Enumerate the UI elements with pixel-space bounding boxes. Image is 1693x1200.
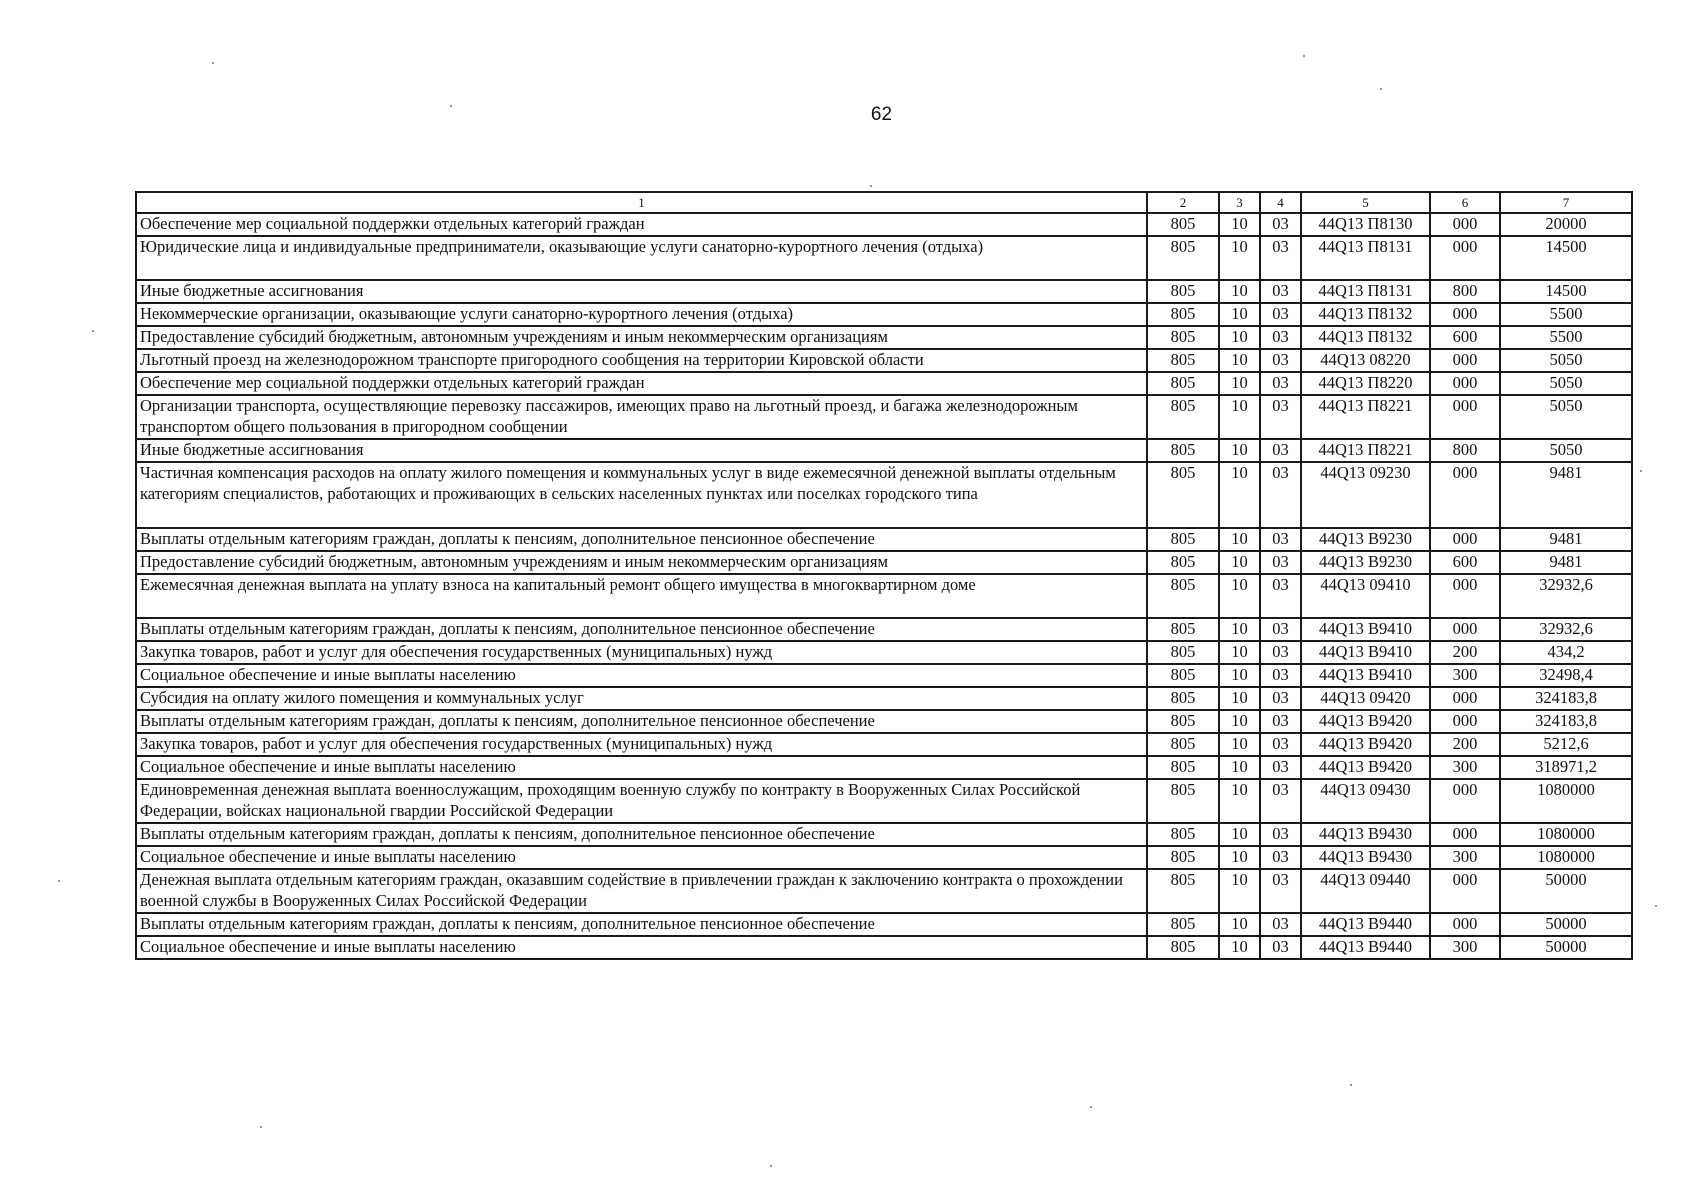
cell-col-6: 000 [1430, 303, 1500, 326]
cell-col-5: 44Q13 В9440 [1301, 913, 1430, 936]
table-row [136, 439, 1632, 462]
cell-col-3: 10 [1219, 528, 1260, 551]
cell-col-3: 10 [1219, 551, 1260, 574]
cell-col-2: 805 [1147, 439, 1219, 462]
cell-col-7: 1080000 [1500, 823, 1632, 846]
cell-col-3: 10 [1219, 303, 1260, 326]
cell-col-3: 10 [1219, 641, 1260, 664]
table-row [136, 395, 1632, 439]
cell-col-7: 9481 [1500, 551, 1632, 574]
cell-col-3: 10 [1219, 687, 1260, 710]
table-row [136, 528, 1632, 551]
column-header: 7 [1500, 192, 1632, 213]
cell-col-7: 1080000 [1500, 779, 1632, 823]
row-description: Иные бюджетные ассигнования [136, 280, 1147, 303]
table-row [136, 913, 1632, 936]
cell-col-3: 10 [1219, 349, 1260, 372]
cell-col-2: 805 [1147, 710, 1219, 733]
cell-col-5: 44Q13 09430 [1301, 779, 1430, 823]
column-header: 4 [1260, 192, 1301, 213]
cell-col-3: 10 [1219, 618, 1260, 641]
row-description: Закупка товаров, работ и услуг для обеспечения государственных (муниципальных) нужд [136, 641, 1147, 664]
cell-col-6: 200 [1430, 641, 1500, 664]
cell-col-6: 000 [1430, 869, 1500, 913]
row-description: Социальное обеспечение и иные выплаты населению [136, 846, 1147, 869]
cell-col-6: 000 [1430, 213, 1500, 236]
table-row [136, 236, 1632, 280]
cell-col-4: 03 [1260, 326, 1301, 349]
table-row [136, 574, 1632, 618]
cell-col-7: 5500 [1500, 303, 1632, 326]
table-header-row [136, 192, 1632, 213]
cell-col-5: 44Q13 В9410 [1301, 641, 1430, 664]
cell-col-3: 10 [1219, 869, 1260, 913]
cell-col-3: 10 [1219, 823, 1260, 846]
cell-col-6: 000 [1430, 779, 1500, 823]
cell-col-7: 14500 [1500, 280, 1632, 303]
cell-col-6: 000 [1430, 574, 1500, 618]
cell-col-5: 44Q13 09420 [1301, 687, 1430, 710]
cell-col-7: 324183,8 [1500, 710, 1632, 733]
cell-col-2: 805 [1147, 869, 1219, 913]
cell-col-3: 10 [1219, 326, 1260, 349]
cell-col-7: 32932,6 [1500, 574, 1632, 618]
cell-col-4: 03 [1260, 439, 1301, 462]
table-row [136, 349, 1632, 372]
cell-col-7: 20000 [1500, 213, 1632, 236]
cell-col-3: 10 [1219, 710, 1260, 733]
cell-col-2: 805 [1147, 913, 1219, 936]
row-description: Субсидия на оплату жилого помещения и коммунальных услуг [136, 687, 1147, 710]
cell-col-5: 44Q13 В9230 [1301, 528, 1430, 551]
cell-col-2: 805 [1147, 733, 1219, 756]
row-description: Предоставление субсидий бюджетным, автономным учреждениям и иным некоммерческим организациям [136, 551, 1147, 574]
cell-col-7: 1080000 [1500, 846, 1632, 869]
row-description: Выплаты отдельным категориям граждан, доплаты к пенсиям, дополнительное пенсионное обеспечение [136, 528, 1147, 551]
cell-col-3: 10 [1219, 913, 1260, 936]
cell-col-6: 000 [1430, 349, 1500, 372]
row-description: Социальное обеспечение и иные выплаты населению [136, 936, 1147, 959]
cell-col-3: 10 [1219, 213, 1260, 236]
cell-col-6: 600 [1430, 326, 1500, 349]
cell-col-3: 10 [1219, 936, 1260, 959]
row-description: Социальное обеспечение и иные выплаты населению [136, 664, 1147, 687]
cell-col-2: 805 [1147, 846, 1219, 869]
cell-col-4: 03 [1260, 574, 1301, 618]
cell-col-5: 44Q13 В9440 [1301, 936, 1430, 959]
cell-col-7: 5500 [1500, 326, 1632, 349]
cell-col-5: 44Q13 П8130 [1301, 213, 1430, 236]
cell-col-7: 5050 [1500, 439, 1632, 462]
table-row [136, 213, 1632, 236]
cell-col-5: 44Q13 П8221 [1301, 395, 1430, 439]
cell-col-4: 03 [1260, 618, 1301, 641]
cell-col-2: 805 [1147, 213, 1219, 236]
row-description: Льготный проезд на железнодорожном транспорте пригородного сообщения на территории Кировской области [136, 349, 1147, 372]
cell-col-4: 03 [1260, 349, 1301, 372]
cell-col-7: 5212,6 [1500, 733, 1632, 756]
row-description: Закупка товаров, работ и услуг для обеспечения государственных (муниципальных) нужд [136, 733, 1147, 756]
cell-col-5: 44Q13 П8131 [1301, 280, 1430, 303]
cell-col-2: 805 [1147, 779, 1219, 823]
column-header: 2 [1147, 192, 1219, 213]
cell-col-5: 44Q13 09440 [1301, 869, 1430, 913]
cell-col-6: 800 [1430, 280, 1500, 303]
table-row [136, 618, 1632, 641]
column-header: 6 [1430, 192, 1500, 213]
cell-col-2: 805 [1147, 372, 1219, 395]
cell-col-6: 200 [1430, 733, 1500, 756]
cell-col-6: 300 [1430, 756, 1500, 779]
cell-col-3: 10 [1219, 280, 1260, 303]
cell-col-4: 03 [1260, 528, 1301, 551]
cell-col-6: 000 [1430, 687, 1500, 710]
cell-col-2: 805 [1147, 823, 1219, 846]
table-row [136, 733, 1632, 756]
cell-col-5: 44Q13 В9230 [1301, 551, 1430, 574]
cell-col-6: 000 [1430, 710, 1500, 733]
cell-col-4: 03 [1260, 551, 1301, 574]
row-description: Обеспечение мер социальной поддержки отдельных категорий граждан [136, 213, 1147, 236]
cell-col-2: 805 [1147, 574, 1219, 618]
cell-col-2: 805 [1147, 303, 1219, 326]
cell-col-7: 318971,2 [1500, 756, 1632, 779]
cell-col-2: 805 [1147, 395, 1219, 439]
row-description: Юридические лица и индивидуальные предприниматели, оказывающие услуги санаторно-курортного лечения (отдыха) [136, 236, 1147, 280]
table-row [136, 710, 1632, 733]
cell-col-2: 805 [1147, 280, 1219, 303]
cell-col-5: 44Q13 В9420 [1301, 756, 1430, 779]
cell-col-7: 5050 [1500, 372, 1632, 395]
table-row [136, 303, 1632, 326]
cell-col-7: 5050 [1500, 395, 1632, 439]
cell-col-5: 44Q13 П8132 [1301, 303, 1430, 326]
table-row [136, 462, 1632, 528]
cell-col-2: 805 [1147, 326, 1219, 349]
cell-col-2: 805 [1147, 618, 1219, 641]
cell-col-4: 03 [1260, 303, 1301, 326]
row-description: Выплаты отдельным категориям граждан, доплаты к пенсиям, дополнительное пенсионное обеспечение [136, 913, 1147, 936]
cell-col-2: 805 [1147, 236, 1219, 280]
table-row [136, 326, 1632, 349]
cell-col-2: 805 [1147, 641, 1219, 664]
cell-col-6: 000 [1430, 913, 1500, 936]
cell-col-3: 10 [1219, 664, 1260, 687]
cell-col-6: 000 [1430, 618, 1500, 641]
cell-col-4: 03 [1260, 664, 1301, 687]
cell-col-7: 32498,4 [1500, 664, 1632, 687]
budget-table [135, 191, 1633, 960]
cell-col-6: 000 [1430, 395, 1500, 439]
cell-col-4: 03 [1260, 641, 1301, 664]
row-description: Выплаты отдельным категориям граждан, доплаты к пенсиям, дополнительное пенсионное обеспечение [136, 710, 1147, 733]
cell-col-6: 000 [1430, 528, 1500, 551]
cell-col-5: 44Q13 П8132 [1301, 326, 1430, 349]
cell-col-4: 03 [1260, 936, 1301, 959]
cell-col-7: 5050 [1500, 349, 1632, 372]
cell-col-6: 000 [1430, 372, 1500, 395]
cell-col-7: 50000 [1500, 869, 1632, 913]
cell-col-5: 44Q13 08220 [1301, 349, 1430, 372]
cell-col-4: 03 [1260, 687, 1301, 710]
table-row [136, 280, 1632, 303]
row-description: Частичная компенсация расходов на оплату жилого помещения и коммунальных услуг в виде ежемесячной денежной выплаты отдельным категориям специалистов, работающих и проживающих в сельских населенных пунктах или поселках городского типа [136, 462, 1147, 528]
cell-col-6: 000 [1430, 462, 1500, 528]
page-number: 62 [870, 104, 893, 125]
cell-col-7: 50000 [1500, 913, 1632, 936]
row-description: Предоставление субсидий бюджетным, автономным учреждениям и иным некоммерческим организациям [136, 326, 1147, 349]
cell-col-5: 44Q13 В9430 [1301, 846, 1430, 869]
cell-col-4: 03 [1260, 756, 1301, 779]
cell-col-6: 300 [1430, 936, 1500, 959]
cell-col-2: 805 [1147, 349, 1219, 372]
row-description: Социальное обеспечение и иные выплаты населению [136, 756, 1147, 779]
cell-col-4: 03 [1260, 280, 1301, 303]
cell-col-4: 03 [1260, 213, 1301, 236]
table-row [136, 551, 1632, 574]
cell-col-7: 9481 [1500, 462, 1632, 528]
table-row [136, 846, 1632, 869]
cell-col-2: 805 [1147, 664, 1219, 687]
row-description: Обеспечение мер социальной поддержки отдельных категорий граждан [136, 372, 1147, 395]
cell-col-5: 44Q13 09410 [1301, 574, 1430, 618]
cell-col-4: 03 [1260, 733, 1301, 756]
cell-col-3: 10 [1219, 756, 1260, 779]
row-description: Иные бюджетные ассигнования [136, 439, 1147, 462]
cell-col-6: 800 [1430, 439, 1500, 462]
row-description: Некоммерческие организации, оказывающие услуги санаторно-курортного лечения (отдыха) [136, 303, 1147, 326]
table-row [136, 779, 1632, 823]
cell-col-7: 324183,8 [1500, 687, 1632, 710]
cell-col-7: 9481 [1500, 528, 1632, 551]
table-row [136, 756, 1632, 779]
row-description: Ежемесячная денежная выплата на уплату взноса на капитальный ремонт общего имущества в многоквартирном доме [136, 574, 1147, 618]
column-header: 1 [136, 192, 1147, 213]
cell-col-3: 10 [1219, 574, 1260, 618]
cell-col-5: 44Q13 П8221 [1301, 439, 1430, 462]
table-row [136, 936, 1632, 959]
cell-col-7: 434,2 [1500, 641, 1632, 664]
cell-col-6: 000 [1430, 823, 1500, 846]
cell-col-7: 32932,6 [1500, 618, 1632, 641]
table-row [136, 372, 1632, 395]
cell-col-3: 10 [1219, 236, 1260, 280]
cell-col-3: 10 [1219, 372, 1260, 395]
table-row [136, 664, 1632, 687]
cell-col-5: 44Q13 П8131 [1301, 236, 1430, 280]
cell-col-2: 805 [1147, 528, 1219, 551]
cell-col-2: 805 [1147, 551, 1219, 574]
cell-col-5: 44Q13 В9420 [1301, 710, 1430, 733]
row-description: Выплаты отдельным категориям граждан, доплаты к пенсиям, дополнительное пенсионное обеспечение [136, 823, 1147, 846]
cell-col-4: 03 [1260, 823, 1301, 846]
cell-col-2: 805 [1147, 462, 1219, 528]
table-row [136, 869, 1632, 913]
cell-col-6: 600 [1430, 551, 1500, 574]
cell-col-2: 805 [1147, 756, 1219, 779]
cell-col-4: 03 [1260, 846, 1301, 869]
cell-col-5: 44Q13 09230 [1301, 462, 1430, 528]
cell-col-4: 03 [1260, 913, 1301, 936]
row-description: Денежная выплата отдельным категориям граждан, оказавшим содействие в привлечении граждан к заключению контракта о прохождении военной службы в Вооруженных Силах Российской Федерации [136, 869, 1147, 913]
column-header: 5 [1301, 192, 1430, 213]
cell-col-5: 44Q13 П8220 [1301, 372, 1430, 395]
cell-col-2: 805 [1147, 936, 1219, 959]
column-header: 3 [1219, 192, 1260, 213]
cell-col-4: 03 [1260, 395, 1301, 439]
cell-col-4: 03 [1260, 462, 1301, 528]
table-row [136, 823, 1632, 846]
cell-col-6: 000 [1430, 236, 1500, 280]
cell-col-4: 03 [1260, 710, 1301, 733]
cell-col-5: 44Q13 В9410 [1301, 618, 1430, 641]
cell-col-3: 10 [1219, 462, 1260, 528]
cell-col-7: 50000 [1500, 936, 1632, 959]
cell-col-2: 805 [1147, 687, 1219, 710]
table-row [136, 687, 1632, 710]
cell-col-6: 300 [1430, 664, 1500, 687]
cell-col-3: 10 [1219, 846, 1260, 869]
cell-col-4: 03 [1260, 372, 1301, 395]
cell-col-3: 10 [1219, 439, 1260, 462]
cell-col-5: 44Q13 В9410 [1301, 664, 1430, 687]
cell-col-5: 44Q13 В9420 [1301, 733, 1430, 756]
row-description: Организации транспорта, осуществляющие перевозку пассажиров, имеющих право на льготный проезд, и багажа железнодорожным транспортом общего пользования в пригородном сообщении [136, 395, 1147, 439]
cell-col-4: 03 [1260, 869, 1301, 913]
cell-col-4: 03 [1260, 779, 1301, 823]
row-description: Единовременная денежная выплата военнослужащим, проходящим военную службу по контракту в Вооруженных Силах Российской Федерации, войсках национальной гвардии Российской Федерации [136, 779, 1147, 823]
cell-col-4: 03 [1260, 236, 1301, 280]
row-description: Выплаты отдельным категориям граждан, доплаты к пенсиям, дополнительное пенсионное обеспечение [136, 618, 1147, 641]
table-row [136, 641, 1632, 664]
cell-col-3: 10 [1219, 779, 1260, 823]
cell-col-7: 14500 [1500, 236, 1632, 280]
cell-col-5: 44Q13 В9430 [1301, 823, 1430, 846]
cell-col-3: 10 [1219, 395, 1260, 439]
cell-col-3: 10 [1219, 733, 1260, 756]
cell-col-6: 300 [1430, 846, 1500, 869]
